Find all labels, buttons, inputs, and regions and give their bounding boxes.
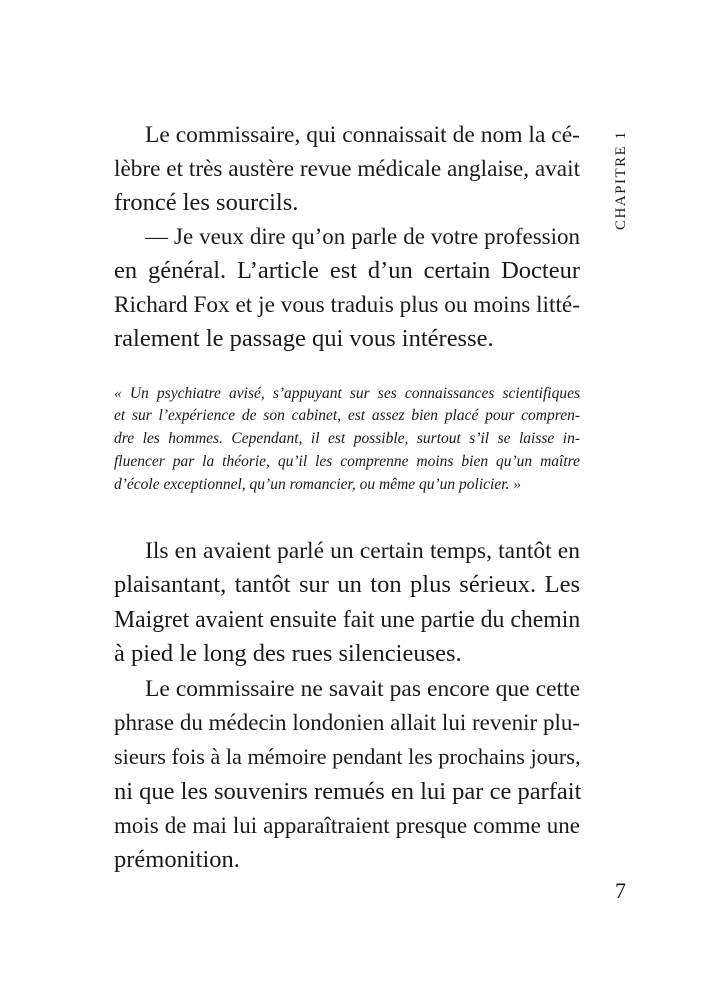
text-line: mois de mai lui apparaîtraient presque comme une [114, 813, 580, 838]
text-line: Richard Fox et je vous traduis plus ou moins litté- [114, 292, 580, 318]
text-line: ralement le passage qui vous intéresse. [114, 325, 494, 352]
text-line: prémonition. [114, 846, 240, 873]
text-line: ni que les souvenirs remués en lui par ce parfait [114, 778, 582, 805]
text-line: en général. L’article est d’un certain Docteur [114, 257, 580, 284]
text-line: — Je veux dire qu’on parle de votre profession [145, 224, 580, 249]
text-line: à pied le long des rues silencieuses. [114, 640, 462, 667]
text-line: lèbre et très austère revue médicale anglaise, avait [114, 156, 581, 182]
text-line: sieurs fois à la mémoire pendant les prochains jours, [114, 744, 581, 769]
quote-line: fluencer par la théorie, qu’il les comprenne moins bien qu’un maître [114, 453, 580, 470]
text-line: phrase du médecin londonien allait lui revenir plu- [114, 710, 580, 735]
text-line: froncé les sourcils. [114, 189, 299, 216]
quote-line: d’école exceptionnel, qu’un romancier, ou même qu’un policier. » [114, 476, 522, 493]
page-number: 7 [615, 878, 626, 903]
quote-line: dre les hommes. Cependant, il est possible, surtout s’il se laisse in- [114, 430, 580, 447]
text-line: Maigret avaient ensuite fait une partie du chemin [114, 607, 581, 633]
text-line: plaisantant, tantôt sur un ton plus sérieux. Les [114, 571, 580, 598]
quote-line: « Un psychiatre avisé, s’appuyant sur ses connaissances scientifiques [114, 385, 580, 402]
text-line: Le commissaire ne savait pas encore que cette [145, 676, 580, 702]
quote-line: et sur l’expérience de son cabinet, est assez bien placé pour compren- [114, 407, 580, 424]
text-line: Ils en avaient parlé un certain temps, tantôt en [145, 538, 580, 564]
running-head: CHAPITRE 1 [613, 130, 629, 230]
text-line: Le commissaire, qui connaissait de nom la cé- [145, 122, 580, 148]
